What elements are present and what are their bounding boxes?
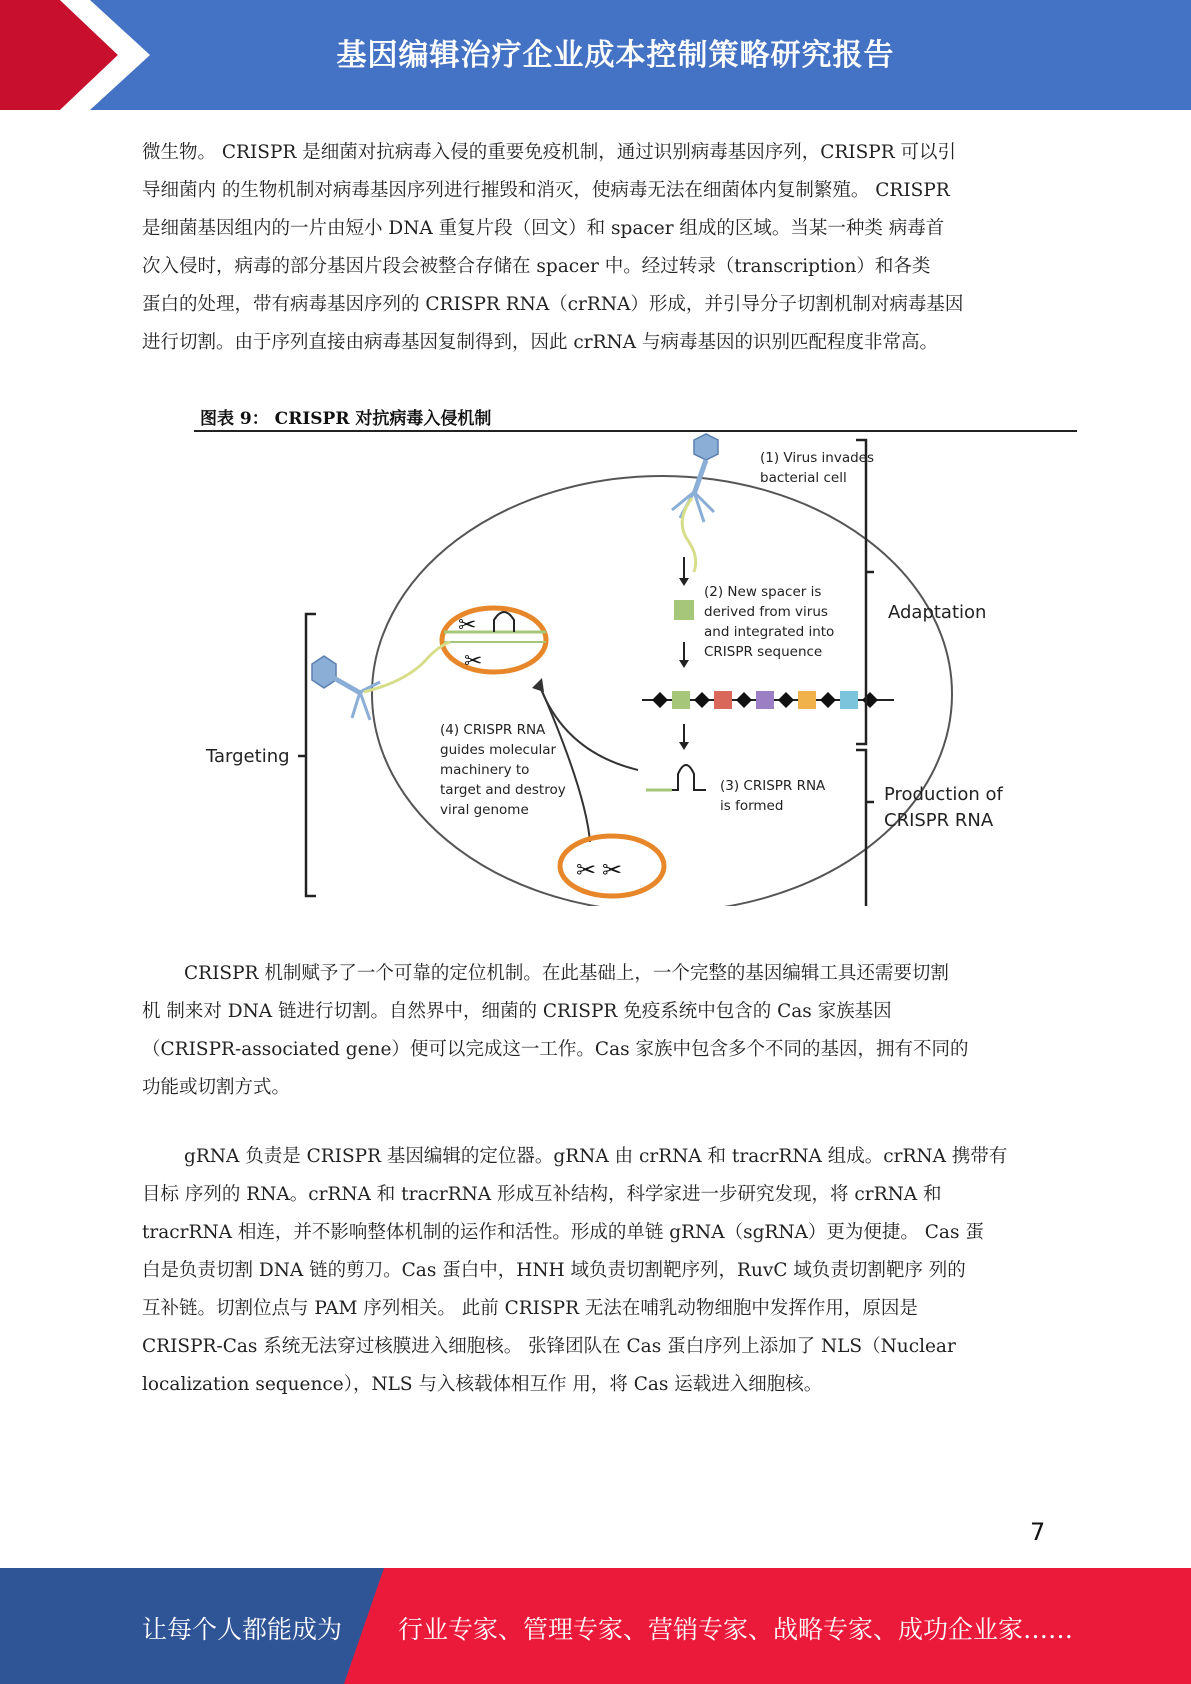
paragraph-1 [142, 134, 1050, 362]
step4-line: machinery to [440, 762, 530, 778]
step4-line: target and destroy [440, 782, 566, 798]
step2-line: (2) New spacer is [704, 584, 822, 600]
paragraph-line: CRISPR-Cas 系统无法穿过核膜进入细胞核。 张锋团队在 Cas 蛋白序列上添加了 NLS（Nuclear [142, 1336, 956, 1357]
step2-line: CRISPR sequence [704, 644, 823, 660]
down-arrow-icon [679, 642, 689, 668]
adaptation-label: Adaptation [888, 602, 987, 623]
paragraph-line: 进行切割。由于序列直接由病毒基因复制得到，因此 crRNA 与病毒基因的识别匹配程度非常高。 [142, 332, 938, 353]
svg-text:✂: ✂ [576, 856, 597, 884]
footer-slogan-right: 行业专家、管理专家、营销专家、战略专家、成功企业家…… [398, 1615, 1074, 1644]
targeting-label: Targeting [206, 746, 290, 767]
paragraph-line: 蛋白的处理，带有病毒基因序列的 CRISPR RNA（crRNA）形成，并引导分子切割机制对病毒基因 [142, 294, 964, 315]
paragraph-line: localization sequence），NLS 与入核载体相互作 用，将 Cas 运载进入细胞核。 [142, 1374, 823, 1395]
virus-icon-top [672, 434, 718, 572]
crispr-figure [194, 432, 1077, 906]
step4-line: guides molecular [440, 742, 557, 758]
spacer-square [674, 600, 694, 620]
page-footer [0, 1568, 1191, 1684]
step3-line: is formed [720, 798, 784, 814]
virus-icon-left [312, 642, 450, 720]
paragraph-line: 功能或切割方式。 [142, 1077, 291, 1098]
svg-text:✂: ✂ [602, 856, 623, 884]
figure-caption: 图表 9： CRISPR 对抗病毒入侵机制 [200, 409, 492, 429]
paragraph-line: 白是负责切割 DNA 链的剪刀。Cas 蛋白中，HNH 域负责切割靶序列，RuvC 域负责切割靶序 列的 [142, 1260, 966, 1281]
crispr-array [642, 691, 894, 709]
paragraph-line: 目标 序列的 RNA。crRNA 和 tracrRNA 形成互补结构，科学家进一步研究发现，将 crRNA 和 [142, 1184, 942, 1205]
paragraph-line: 导细菌内 的生物机制对病毒基因序列进行摧毁和消灭，使病毒无法在细菌体内复制繁殖。 CRISPR [142, 180, 950, 201]
svg-text:✂: ✂ [458, 613, 477, 638]
step2-line: and integrated into [704, 624, 835, 640]
step4-line: (4) CRISPR RNA [440, 722, 546, 738]
production-bracket [856, 750, 874, 906]
step1-line: bacterial cell [760, 470, 847, 486]
paragraph-2 [142, 955, 1050, 1107]
scissors-icon [576, 856, 622, 884]
paragraph-line: gRNA 负责是 CRISPR 基因编辑的定位器。gRNA 由 crRNA 和 tracrRNA 组成。crRNA 携带有 [184, 1146, 1008, 1167]
paragraph-line: 机 制来对 DNA 链进行切割。自然界中，细菌的 CRISPR 免疫系统中包含的 Cas 家族基因 [142, 1001, 892, 1022]
svg-text:✂: ✂ [464, 649, 483, 674]
crispr-diagram [194, 432, 1077, 906]
step4-line: viral genome [440, 802, 529, 818]
paragraph-line: 互补链。切割位点与 PAM 序列相关。 此前 CRISPR 无法在哺乳动物细胞中发挥作用，原因是 [142, 1298, 918, 1319]
down-arrow-icon [679, 724, 689, 750]
page-number: 7 [1030, 1518, 1046, 1546]
down-arrow-icon [679, 557, 689, 586]
step1-line: (1) Virus invades [760, 450, 875, 466]
paragraph-line: 微生物。 CRISPR 是细菌对抗病毒入侵的重要免疫机制，通过识别病毒基因序列，CRISPR 可以引 [142, 142, 957, 163]
page-header [0, 0, 1191, 110]
production-label: CRISPR RNA [884, 810, 994, 831]
footer-slogan-left: 让每个人都能成为 [142, 1615, 343, 1644]
report-title: 基因编辑治疗企业成本控制策略研究报告 [336, 38, 895, 73]
paragraph-line: 次入侵时，病毒的部分基因片段会被整合存储在 spacer 中。经过转录（transcription）和各类 [142, 256, 931, 277]
paragraph-line: CRISPR 机制赋予了一个可靠的定位机制。在此基础上，一个完整的基因编辑工具还需要切割 [184, 963, 949, 984]
crrna-hairpin [646, 765, 706, 790]
step2-line: derived from virus [704, 604, 828, 620]
guide-arrow [539, 684, 590, 842]
step3-line: (3) CRISPR RNA [720, 778, 826, 794]
paragraph-line: tracrRNA 相连，并不影响整体机制的运作和活性。形成的单链 gRNA（sgRNA）更为便捷。 Cas 蛋 [142, 1222, 984, 1243]
paragraph-line: 是细菌基因组内的一片由短小 DNA 重复片段（回文）和 spacer 组成的区域。当某一种类 病毒首 [142, 218, 945, 239]
targeting-bracket [298, 614, 316, 896]
paragraph-3 [142, 1138, 1050, 1404]
paragraph-line: （CRISPR-associated gene）便可以完成这一工作。Cas 家族中包含多个不同的基因，拥有不同的 [142, 1039, 969, 1060]
production-label: Production of [884, 784, 1003, 805]
